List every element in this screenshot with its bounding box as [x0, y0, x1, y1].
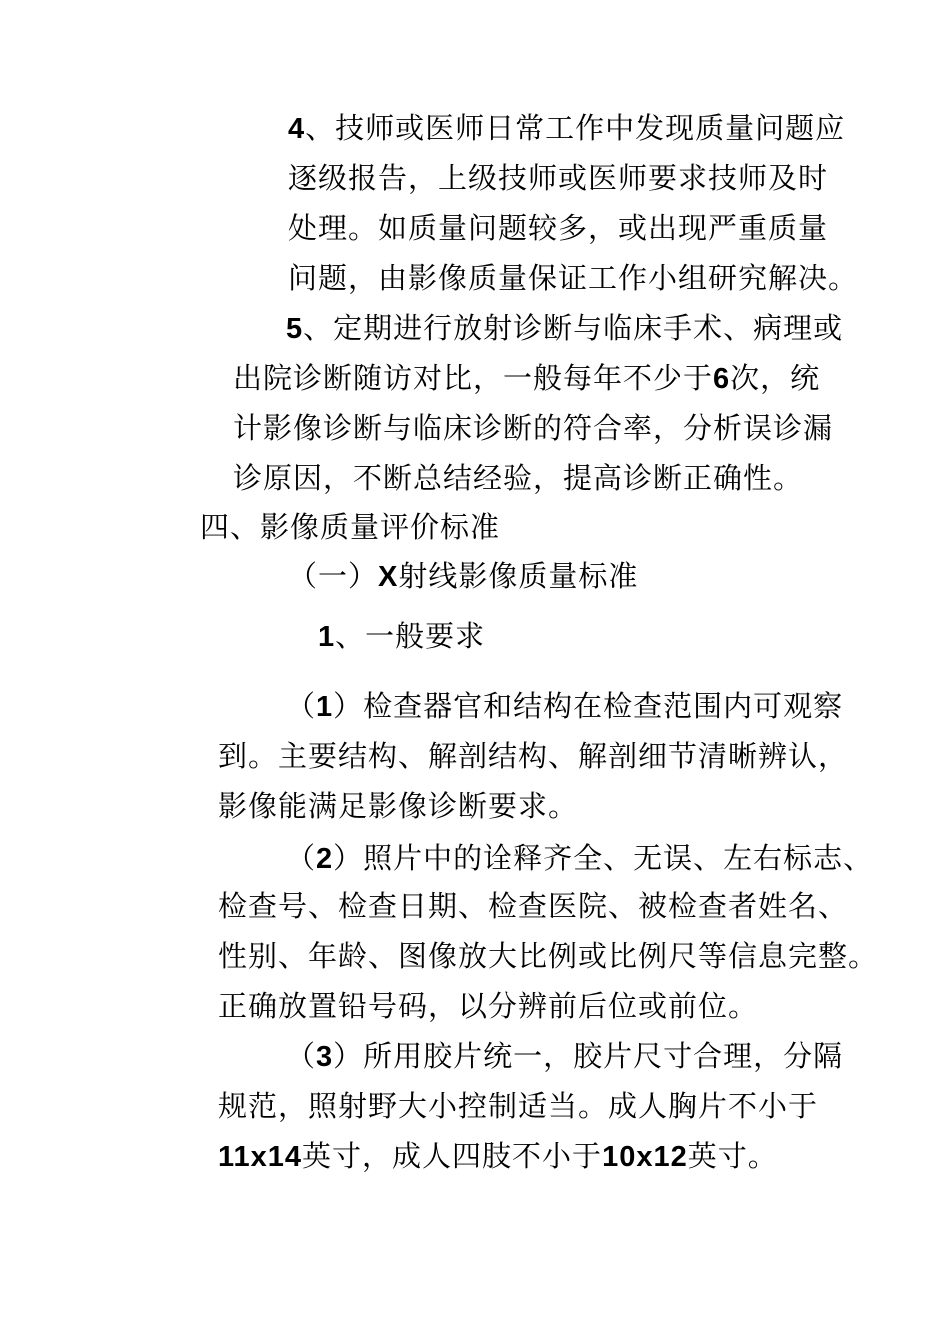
general-requirements-heading: 1、一般要求	[318, 619, 486, 653]
item5-count-number: 6	[713, 363, 731, 395]
chest-film-size: 11x14	[218, 1141, 303, 1173]
subsection-heading: （一）X射线影像质量标准	[288, 559, 639, 593]
req2-line3: 性别、年龄、图像放大比例或比例尺等信息完整。	[218, 939, 879, 973]
req3-number: 3	[316, 1041, 334, 1073]
req1-number: 1	[316, 691, 334, 723]
general-number: 1	[318, 621, 336, 653]
req3-line1: （3）所用胶片统一，胶片尺寸合理，分隔	[286, 1039, 844, 1073]
req3-line3: 11x14英寸，成人四肢不小于10x12英寸。	[218, 1139, 778, 1173]
req2-line4: 正确放置铅号码，以分辨前后位或前位。	[218, 989, 759, 1023]
item4-line4: 问题，由影像质量保证工作小组研究解决。	[288, 261, 859, 295]
limb-film-size: 10x12	[602, 1141, 688, 1173]
req2-number: 2	[316, 843, 334, 875]
section-heading: 四、影像质量评价标准	[200, 510, 501, 544]
req2-line1: （2）照片中的诠释齐全、无误、左右标志、	[286, 841, 874, 875]
xray-letter: X	[378, 561, 399, 593]
item5-line3: 计影像诊断与临床诊断的符合率，分析误诊漏	[233, 411, 834, 445]
item5-line1: 5、定期进行放射诊断与临床手术、病理或	[286, 311, 844, 345]
item5-line2: 出院诊断随访对比，一般每年不少于6次，统	[233, 361, 821, 395]
req3-line2: 规范，照射野大小控制适当。成人胸片不小于	[218, 1089, 819, 1123]
req1-line2: 到。主要结构、解剖结构、解剖细节清晰辨认，	[218, 739, 849, 773]
item4-number: 4	[288, 113, 306, 145]
req1-line3: 影像能满足影像诊断要求。	[218, 789, 579, 823]
item4-line3: 处理。如质量问题较多，或出现严重质量	[288, 211, 829, 245]
item4-line2: 逐级报告，上级技师或医师要求技师及时	[288, 161, 829, 195]
item5-number: 5	[286, 313, 304, 345]
req1-line1: （1）检查器官和结构在检查范围内可观察	[286, 689, 844, 723]
req2-line2: 检查号、检查日期、检查医院、被检查者姓名、	[218, 889, 849, 923]
item4-line1: 4、技师或医师日常工作中发现质量问题应	[288, 111, 846, 145]
item5-line4: 诊原因，不断总结经验，提高诊断正确性。	[233, 461, 804, 495]
